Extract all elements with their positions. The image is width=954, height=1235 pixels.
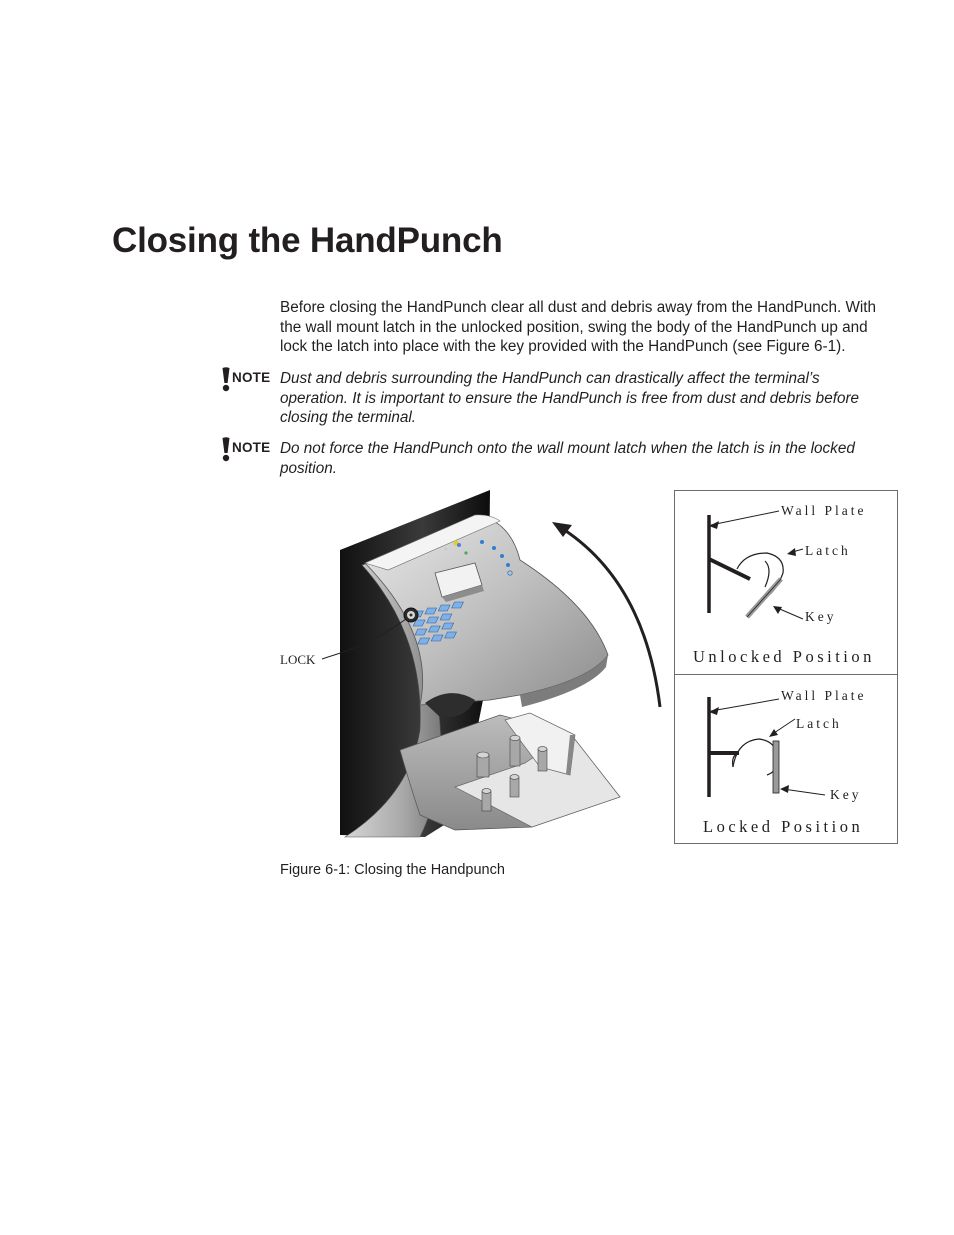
- note-label: NOTE: [232, 440, 271, 455]
- wall-plate-label: Wall Plate: [781, 503, 867, 518]
- note-text: Dust and debris surrounding the HandPunch can drastically affect the terminal’s operation. It is important to ensure the HandPunch is free from dust and debris before closing the terminal.: [280, 370, 860, 426]
- note-marker: [220, 367, 280, 391]
- key-label: Key: [805, 609, 837, 624]
- page-title: Closing the HandPunch: [112, 221, 503, 260]
- unlocked-position-title: Unlocked Position: [693, 647, 875, 666]
- exclamation-icon: [220, 437, 232, 463]
- locked-position-panel: [674, 674, 898, 844]
- lock-label: LOCK: [280, 652, 316, 667]
- latch-label: Latch: [805, 543, 851, 558]
- note-text: Do not force the HandPunch onto the wall mount latch when the latch is in the locked position.: [280, 440, 855, 477]
- unlocked-position-panel: [674, 490, 898, 676]
- handpunch-illustration: [270, 485, 670, 855]
- figure-caption: Figure 6-1: Closing the Handpunch: [280, 862, 505, 878]
- note-label: NOTE: [232, 370, 271, 385]
- wall-plate-label: Wall Plate: [781, 688, 867, 703]
- figure: [270, 485, 910, 855]
- exclamation-icon: [220, 367, 232, 393]
- key-label: Key: [830, 787, 862, 802]
- locked-position-title: Locked Position: [703, 817, 864, 836]
- note-marker: [220, 437, 280, 461]
- intro-paragraph: Before closing the HandPunch clear all dust and debris away from the HandPunch. With the wall mount latch in the unlocked position, swing the body of the HandPunch up and lock the latch into place with the key provided with the HandPunch (see Figure 6-1).: [280, 299, 877, 355]
- latch-label: Latch: [796, 716, 842, 731]
